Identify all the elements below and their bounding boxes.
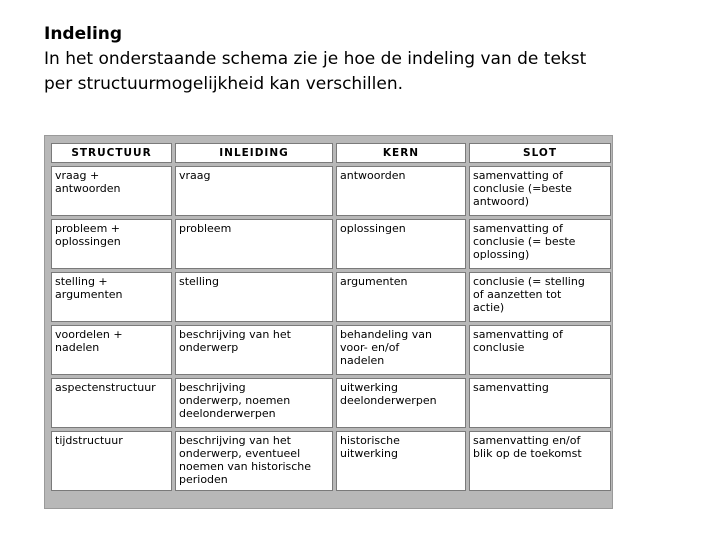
cell-text: conclusie (= beste (473, 235, 576, 248)
cell-inleiding (175, 431, 333, 491)
cell-text: onderwerp, noemen (179, 394, 291, 407)
cell-kern (336, 219, 466, 269)
cell-inleiding (175, 219, 333, 269)
cell-text: voordelen + (55, 328, 123, 341)
cell-structuur (51, 272, 172, 322)
table-row (51, 166, 611, 216)
cell-text: nadelen (340, 354, 385, 367)
cell-text: onderwerp, eventueel (179, 447, 301, 460)
cell-kern (336, 431, 466, 491)
cell-text: conclusie (= stelling (473, 275, 585, 288)
cell-kern (336, 325, 466, 375)
cell-text: samenvatting en/of (473, 434, 581, 447)
table-header-row (51, 143, 611, 163)
cell-inleiding (175, 325, 333, 375)
cell-text: noemen van historische (179, 460, 312, 473)
cell-text: argumenten (340, 275, 408, 288)
cell-text: samenvatting (473, 381, 549, 394)
cell-kern (336, 378, 466, 428)
cell-text: oplossingen (55, 235, 121, 248)
cell-text: argumenten (55, 288, 123, 301)
cell-text: antwoorden (340, 169, 406, 182)
cell-inleiding (175, 378, 333, 428)
cell-text: samenvatting of (473, 328, 563, 341)
cell-text: probleem (179, 222, 232, 235)
cell-text: perioden (179, 473, 228, 486)
cell-text: uitwerking (340, 381, 399, 394)
cell-inleiding (175, 166, 333, 216)
cell-text: historische (340, 434, 400, 447)
cell-text: uitwerking (340, 447, 399, 460)
cell-text: deelonderwerpen (340, 394, 437, 407)
cell-text: tijdstructuur (55, 434, 123, 447)
header-structuur: STRUCTUUR (51, 143, 172, 163)
cell-text: beschrijving van het (179, 434, 291, 447)
cell-text: samenvatting of (473, 169, 563, 182)
cell-structuur (51, 219, 172, 269)
cell-slot (469, 325, 611, 375)
cell-kern (336, 166, 466, 216)
cell-inleiding (175, 272, 333, 322)
cell-text: stelling (179, 275, 219, 288)
cell-text: oplossingen (340, 222, 406, 235)
header-kern: KERN (336, 143, 466, 163)
heading-block (44, 22, 704, 97)
cell-text: vraag + (55, 169, 100, 182)
intro-line-1: In het onderstaande schema zie je hoe de indeling van de tekst (44, 49, 587, 69)
table-row (51, 219, 611, 269)
cell-text: blik op de toekomst (473, 447, 582, 460)
cell-text: deelonderwerpen (179, 407, 276, 420)
cell-text: oplossing) (473, 248, 530, 261)
cell-slot (469, 166, 611, 216)
table-row (51, 272, 611, 322)
cell-slot (469, 431, 611, 491)
page-title: Indeling (44, 24, 123, 44)
cell-text: antwoorden (55, 182, 121, 195)
header-slot: SLOT (469, 143, 611, 163)
cell-structuur (51, 166, 172, 216)
cell-text: beschrijving (179, 381, 246, 394)
cell-text: actie) (473, 301, 505, 314)
cell-text: of aanzetten tot (473, 288, 562, 301)
cell-text: onderwerp (179, 341, 239, 354)
structure-table-frame (44, 135, 613, 509)
structure-table (48, 140, 614, 494)
cell-text: aspectenstructuur (55, 381, 156, 394)
cell-text: probleem + (55, 222, 120, 235)
table-row (51, 431, 611, 491)
intro-line-2: per structuurmogelijkheid kan verschillen. (44, 74, 403, 94)
cell-slot (469, 272, 611, 322)
cell-text: nadelen (55, 341, 100, 354)
cell-text: vraag (179, 169, 211, 182)
cell-slot (469, 219, 611, 269)
cell-text: conclusie (473, 341, 525, 354)
cell-structuur (51, 325, 172, 375)
cell-text: samenvatting of (473, 222, 563, 235)
cell-slot (469, 378, 611, 428)
cell-text: stelling + (55, 275, 108, 288)
cell-structuur (51, 431, 172, 491)
cell-text: beschrijving van het (179, 328, 291, 341)
header-inleiding: INLEIDING (175, 143, 333, 163)
cell-text: behandeling van (340, 328, 432, 341)
cell-text: voor- en/of (340, 341, 400, 354)
cell-text: antwoord) (473, 195, 530, 208)
table-row (51, 325, 611, 375)
cell-structuur (51, 378, 172, 428)
cell-text: conclusie (=beste (473, 182, 572, 195)
table-row (51, 378, 611, 428)
cell-kern (336, 272, 466, 322)
